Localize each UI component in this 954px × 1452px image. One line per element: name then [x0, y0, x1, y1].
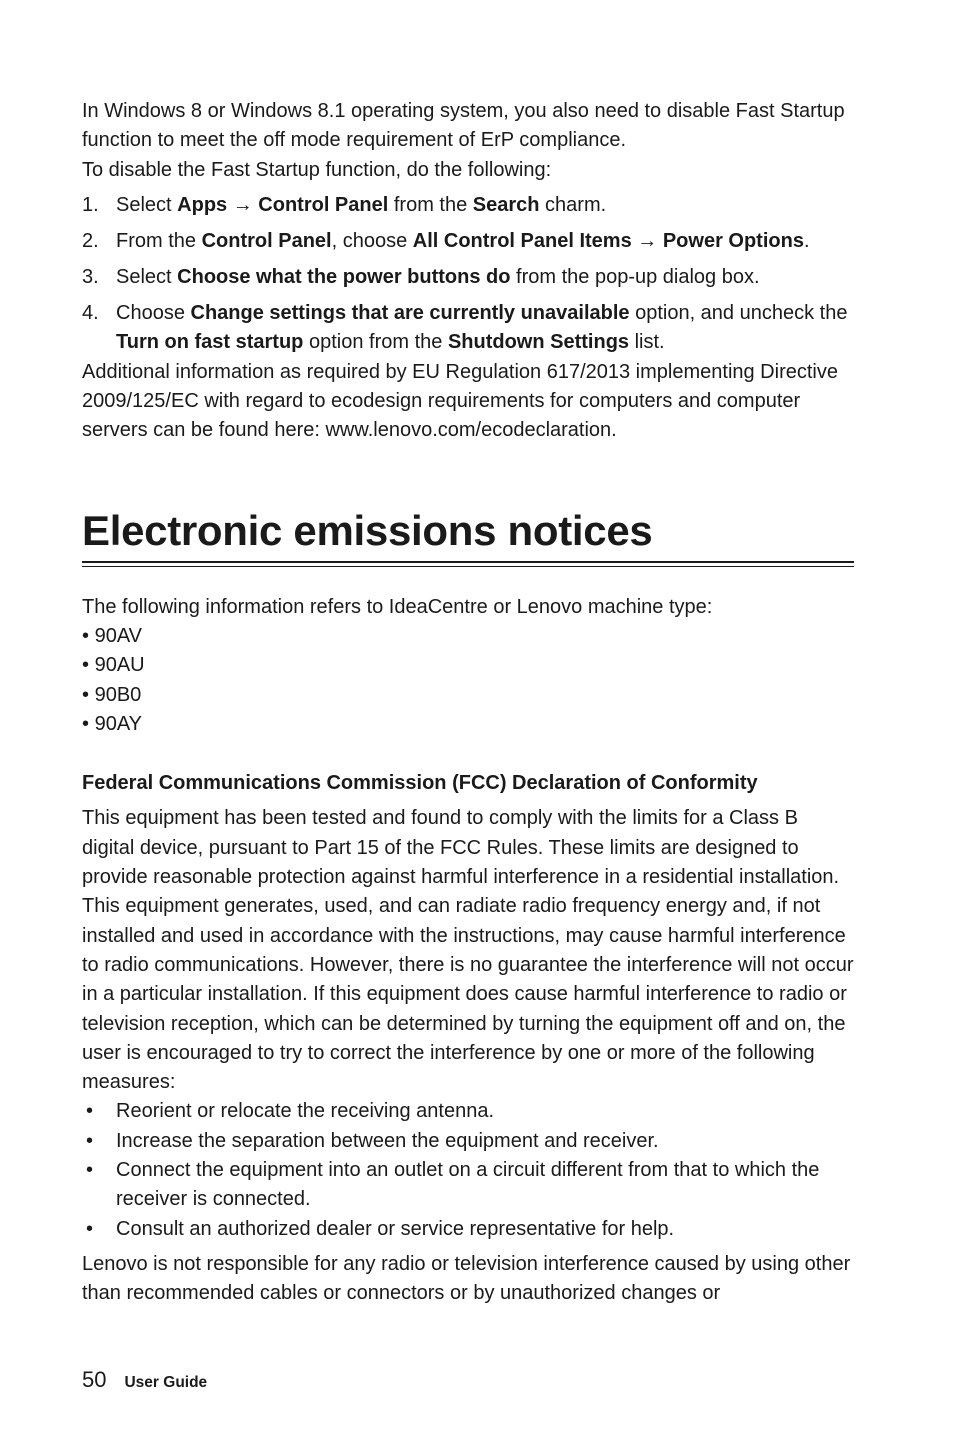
bullet: •	[86, 1217, 94, 1240]
step-number: 3.	[82, 265, 99, 288]
step-text: Choose	[116, 301, 191, 324]
step-item	[82, 263, 854, 292]
section-title: Electronic emissions notices	[82, 506, 653, 554]
list-item	[82, 1156, 854, 1215]
step-text: from the	[388, 193, 473, 216]
step-text: →	[227, 193, 259, 216]
page-footer	[82, 1367, 207, 1393]
step-item	[82, 227, 854, 256]
step-text: from the pop-up dialog box.	[510, 265, 760, 288]
list-item	[82, 1097, 854, 1126]
step-bold: Search	[472, 193, 540, 216]
step-text: charm.	[539, 193, 607, 216]
bullet: •	[86, 1100, 94, 1123]
fast-startup-steps	[82, 191, 854, 357]
step-text: Select	[116, 265, 178, 288]
step-bold: Control Panel	[201, 229, 332, 252]
step-text: option from the	[303, 330, 448, 353]
footer-label: User Guide	[124, 1374, 208, 1391]
machine-type: 90AY	[94, 712, 143, 735]
machine-type: 90B0	[94, 683, 142, 706]
title-underline	[82, 561, 854, 567]
step-text: , choose	[331, 229, 413, 252]
ecodesign-paragraph: Additional information as required by EU Regulation 617/2013 implementing Directive 2009/125/EC with regard to ecodesign requirements for computers and computer servers can be found here: www.lenovo.com/ecodeclaration.	[82, 360, 838, 442]
list-item	[82, 681, 854, 710]
models-intro: The following information refers to IdeaCentre or Lenovo machine type:	[82, 595, 713, 618]
bullet: •	[82, 654, 90, 677]
step-text: →	[631, 229, 663, 252]
list-item	[82, 622, 854, 651]
machine-type: 90AU	[94, 654, 145, 677]
step-bold: Apps	[177, 193, 228, 216]
step-bold: Turn on fast startup	[116, 330, 304, 353]
step-item	[82, 299, 854, 358]
intro-instruction: To disable the Fast Startup function, do the following:	[82, 158, 552, 181]
step-bold: All Control Panel Items	[412, 229, 632, 252]
step-text: list.	[629, 330, 665, 353]
step-text: .	[803, 229, 810, 252]
step-bold: Choose what the power buttons do	[177, 265, 511, 288]
machine-type: 90AV	[94, 624, 143, 647]
step-text: From the	[116, 229, 202, 252]
bullet: •	[82, 683, 90, 706]
step-text: option, and uncheck the	[629, 301, 848, 324]
step-bold: Power Options	[662, 229, 804, 252]
bullet: •	[82, 624, 90, 647]
list-item	[82, 1127, 854, 1156]
fcc-paragraph: This equipment has been tested and found to comply with the limits for a Class B digital device, pursuant to Part 15 of the FCC Rules. These limits are designed to provide reasonable protection against harmful interference in a residential installation. This equipment generates, used, and can radiate radio frequency energy and, if not installed and used in accordance with the instructions, may cause harmful interference to radio communications. However, there is no guarantee the interference will not occur in a particular installation. If this equipment does cause harmful interference to radio or television reception, which can be determined by turning the equipment off and on, the user is encouraged to try to correct the interference by one or more of the following measures:	[82, 807, 854, 1094]
machine-type-list	[82, 622, 854, 739]
step-text: Select	[116, 193, 178, 216]
bullet: •	[82, 712, 90, 735]
measure-text: Consult an authorized dealer or service representative for help.	[116, 1217, 675, 1240]
step-item	[82, 191, 854, 220]
step-bold: Change settings that are currently unavailable	[190, 301, 630, 324]
step-bold: Control Panel	[258, 193, 389, 216]
step-number: 1.	[82, 193, 99, 216]
page-number: 50	[82, 1367, 107, 1392]
bullet: •	[86, 1129, 94, 1152]
list-item	[82, 710, 854, 739]
measure-text: Reorient or relocate the receiving antenna.	[116, 1100, 495, 1123]
intro-paragraph: In Windows 8 or Windows 8.1 operating system, you also need to disable Fast Startup function to meet the off mode requirement of ErP compliance.	[82, 100, 845, 152]
step-bold: Shutdown Settings	[447, 330, 630, 353]
step-number: 4.	[82, 301, 99, 324]
step-number: 2.	[82, 229, 99, 252]
list-item	[82, 651, 854, 680]
bullet: •	[86, 1158, 94, 1181]
measures-list	[82, 1097, 854, 1243]
measure-text: Connect the equipment into an outlet on a circuit different from that to which the receiver is connected.	[116, 1158, 820, 1211]
list-item	[82, 1215, 854, 1244]
closing-paragraph: Lenovo is not responsible for any radio or television interference caused by using other than recommended cables or connectors or by unauthorized changes or	[82, 1252, 851, 1305]
document-page	[82, 97, 854, 1308]
measure-text: Increase the separation between the equipment and receiver.	[116, 1129, 659, 1152]
fcc-heading: Federal Communications Commission (FCC) Declaration of Conformity	[82, 772, 758, 795]
